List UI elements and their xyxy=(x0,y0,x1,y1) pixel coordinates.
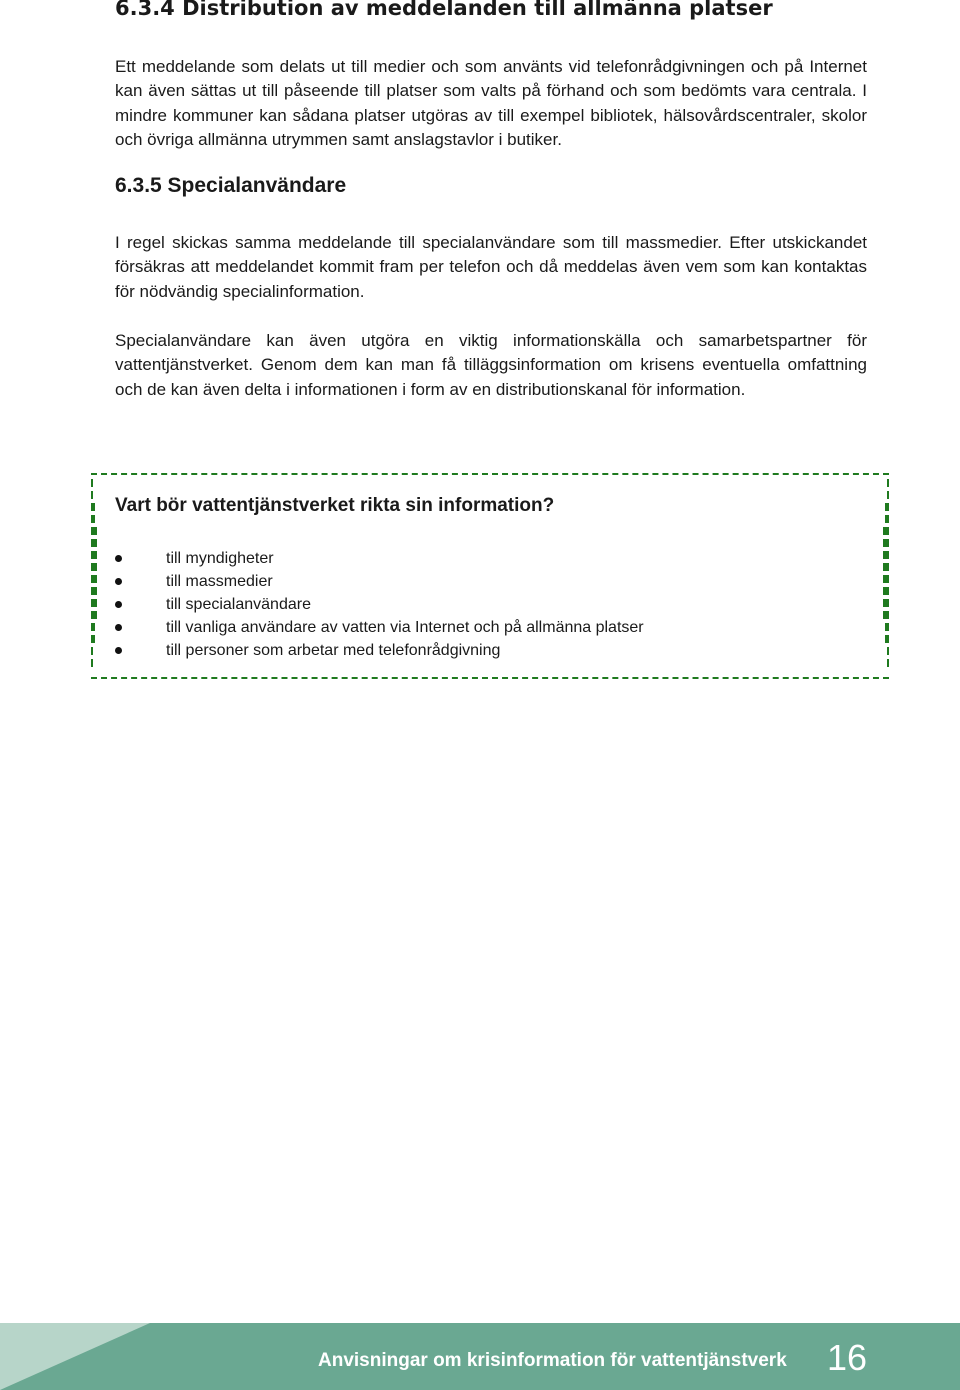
list-item-text: till massmedier xyxy=(166,573,273,590)
list-item-text: till personer som arbetar med telefonrådgivning xyxy=(166,642,501,659)
box-border-dash xyxy=(883,563,889,571)
box-border-dash xyxy=(885,623,889,631)
bullet-icon xyxy=(115,647,122,654)
box-border-dash xyxy=(883,539,889,547)
list-item-text: till specialanvändare xyxy=(166,596,311,613)
box-border-dash xyxy=(883,527,889,535)
box-border-dash xyxy=(91,491,93,499)
box-border-dash xyxy=(91,515,95,523)
box-border-dash xyxy=(91,551,97,559)
list-item-text: till vanliga användare av vatten via Internet och på allmänna platser xyxy=(166,619,644,636)
box-border-dash xyxy=(91,659,93,667)
box-border-dash xyxy=(883,599,889,607)
list-item-text: till myndigheter xyxy=(166,550,274,567)
subsection-heading: 6.3.5 Specialanvändare xyxy=(115,174,347,197)
box-border-dash xyxy=(91,647,93,655)
box-border-dash xyxy=(91,587,97,595)
box-border-dash xyxy=(883,611,889,619)
box-border-top xyxy=(91,473,889,475)
paragraph-public-places: Ett meddelande som delats ut till medier och som använts vid telefonrådgivningen och på Internet kan även sättas ut till påseende till platser som valts på förhand och som bedömts vara centrala. I mindre kommuner kan sådana platser utgöras av till exempel bibliotek, hälsovårdscentraler, skolor och övriga allmänna utrymmen samt anslagstavlor i butiker. xyxy=(115,57,867,149)
footer-title: Anvisningar om krisinformation för vattentjänstverk xyxy=(318,1350,787,1371)
box-border-dash xyxy=(883,587,889,595)
page-footer xyxy=(0,1323,960,1390)
paragraph-information-source: Specialanvändare kan även utgöra en viktig informationskälla och samarbetspartner för vattentjänstverket. Genom dem kan man få tilläggsinformation om krisens eventuella omfattning och de kan även delta i informationen i form av en distributionskanal för information. xyxy=(115,331,867,399)
box-border-dash xyxy=(91,503,95,511)
box-border-bottom xyxy=(91,677,889,679)
box-border-left xyxy=(91,479,97,673)
box-border-dash xyxy=(91,539,97,547)
box-border-dash xyxy=(885,515,889,523)
box-border-dash xyxy=(91,527,97,535)
bullet-icon xyxy=(115,555,122,562)
section-heading: 6.3.4 Distribution av meddelanden till allmänna platser xyxy=(115,0,773,20)
box-border-dash xyxy=(885,635,889,643)
box-border-dash xyxy=(887,647,889,655)
box-border-dash xyxy=(883,551,889,559)
page-number: 16 xyxy=(827,1337,868,1378)
box-border-dash xyxy=(887,659,889,667)
box-border-dash xyxy=(887,491,889,499)
bullet-icon xyxy=(115,624,122,631)
box-border-dash xyxy=(91,635,95,643)
info-box xyxy=(91,473,889,679)
box-border-dash xyxy=(91,479,93,487)
box-border-dash xyxy=(91,599,97,607)
paragraph-special-users: I regel skickas samma meddelande till specialanvändare som till massmedier. Efter utskickandet försäkras att meddelandet kommit fram per telefon och då meddelas även vem som kan kontaktas för nödvändig specialinformation. xyxy=(115,233,867,301)
box-border-dash xyxy=(885,503,889,511)
box-border-dash xyxy=(91,563,97,571)
box-border-dash xyxy=(91,611,97,619)
box-border-dash xyxy=(887,479,889,487)
box-border-dash xyxy=(91,623,95,631)
box-border-right xyxy=(883,479,889,673)
box-title: Vart bör vattentjänstverket rikta sin information? xyxy=(115,495,555,516)
bullet-icon xyxy=(115,601,122,608)
box-border-dash xyxy=(91,575,97,583)
box-border-dash xyxy=(883,575,889,583)
bullet-icon xyxy=(115,578,122,585)
